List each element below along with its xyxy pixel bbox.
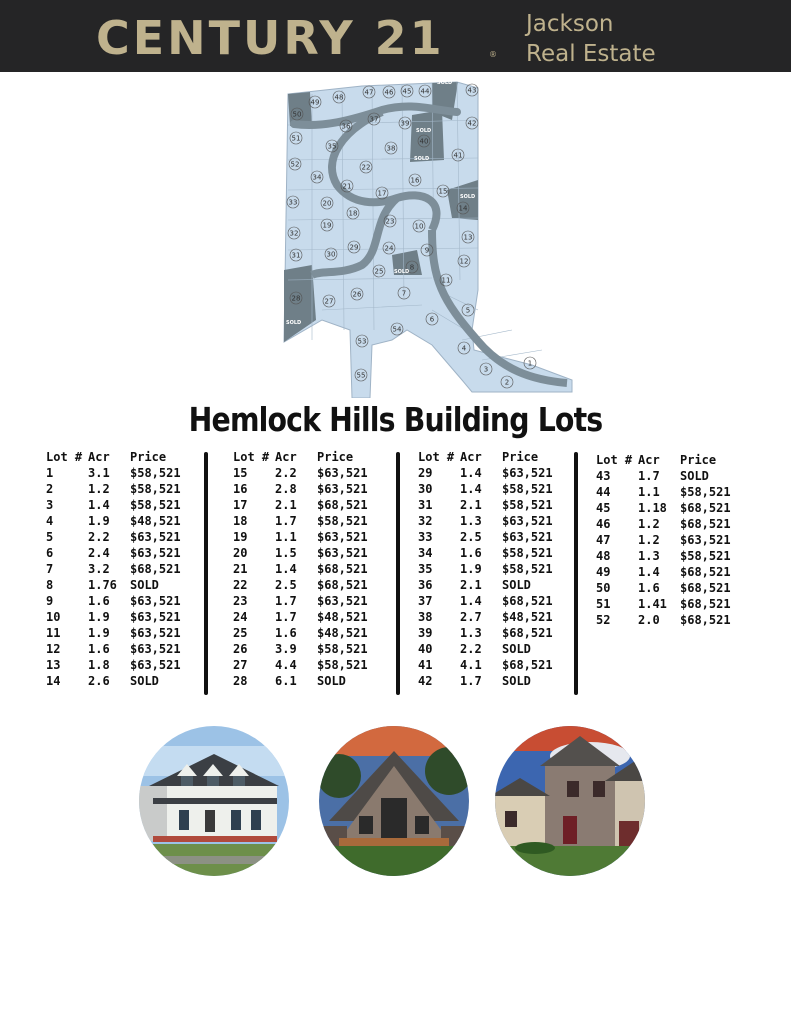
lot-price: $68,521 [680, 517, 731, 531]
lot-acreage: 3.1 [88, 466, 110, 480]
lot-marker-number: 42 [467, 119, 477, 128]
lot-price: SOLD [130, 674, 159, 688]
lot-number: 52 [596, 613, 611, 627]
lot-price: $48,521 [317, 610, 368, 624]
lot-price: $63,521 [317, 530, 368, 544]
lot-price: $63,521 [130, 610, 181, 624]
lot-price: $58,521 [502, 498, 553, 512]
lot-price: SOLD [317, 674, 346, 688]
header-price: Price [317, 450, 354, 464]
column-divider [574, 452, 578, 695]
lot-marker-number: 41 [453, 151, 463, 160]
lot-number: 38 [418, 610, 433, 624]
lot-number: 3 [46, 498, 54, 512]
lot-acreage: 2.1 [460, 578, 482, 592]
lot-number: 44 [596, 485, 611, 499]
lot-number: 23 [233, 594, 248, 608]
lot-marker-number: 1 [527, 359, 533, 368]
lot-number: 47 [596, 533, 611, 547]
lot-acreage: 2.8 [275, 482, 297, 496]
lot-acreage: 1.7 [275, 594, 297, 608]
office-name-line1: Jackson [526, 11, 614, 37]
lot-marker-number: 51 [291, 134, 301, 143]
lot-acreage: 1.1 [638, 485, 660, 499]
lot-marker-number: 4 [461, 344, 467, 353]
lot-acreage: 1.7 [275, 514, 297, 528]
lot-marker-number: 17 [377, 189, 387, 198]
lot-number: 13 [46, 658, 61, 672]
sold-label: SOLD [460, 194, 476, 200]
lot-number: 42 [418, 674, 433, 688]
lot-price: $58,521 [130, 498, 181, 512]
lot-marker-number: 37 [369, 115, 379, 124]
lot-acreage: 1.3 [638, 549, 660, 563]
header-price: Price [130, 450, 167, 464]
lot-acreage: 1.4 [638, 565, 660, 579]
lot-acreage: 1.7 [460, 674, 482, 688]
lot-price: $63,521 [317, 482, 368, 496]
lot-price: $63,521 [130, 530, 181, 544]
lot-price: $68,521 [680, 613, 731, 627]
sold-parcel-28 [284, 265, 316, 342]
house-photo-stone-chalet [319, 726, 469, 876]
lot-number: 22 [233, 578, 248, 592]
lot-marker-number: 27 [324, 297, 334, 306]
house-photo-colonial [495, 726, 645, 876]
lot-acreage: 1.8 [88, 658, 110, 672]
subdivision-plat-map [282, 80, 574, 398]
lot-number: 34 [418, 546, 433, 560]
lot-acreage: 1.6 [275, 626, 297, 640]
lot-price: $68,521 [680, 501, 731, 515]
lot-price: $63,521 [130, 626, 181, 640]
lot-number: 2 [46, 482, 54, 496]
lot-acreage: 1.6 [88, 594, 110, 608]
office-name-line2: Real Estate [526, 41, 656, 67]
sold-label: SOLD [416, 128, 432, 134]
lot-price: SOLD [502, 642, 531, 656]
house-photo-cape-cod [139, 726, 289, 876]
lot-price: $63,521 [502, 514, 553, 528]
column-divider [204, 452, 208, 695]
lot-acreage: 2.1 [275, 498, 297, 512]
lot-acreage: 2.2 [460, 642, 482, 656]
lot-marker-number: 29 [349, 243, 359, 252]
lot-acreage: 1.76 [88, 578, 117, 592]
lot-number: 37 [418, 594, 433, 608]
lot-price: $63,521 [317, 466, 368, 480]
header-lot-number: Lot # [233, 450, 270, 464]
lot-price: $58,521 [317, 514, 368, 528]
lot-marker-number: 50 [292, 110, 302, 119]
header-lot-number: Lot # [596, 453, 633, 467]
lot-acreage: 1.3 [460, 514, 482, 528]
lot-number: 6 [46, 546, 54, 560]
lot-marker-number: 21 [342, 182, 352, 191]
lot-marker-number: 55 [356, 371, 366, 380]
lot-acreage: 1.4 [275, 562, 297, 576]
lot-marker-number: 18 [348, 209, 358, 218]
lot-price: $63,521 [130, 594, 181, 608]
lot-price: $63,521 [130, 642, 181, 656]
lot-price: $48,521 [502, 610, 553, 624]
lot-price: $48,521 [130, 514, 181, 528]
lot-marker-number: 34 [312, 173, 322, 182]
lot-marker-number: 9 [424, 246, 430, 255]
lot-price: $68,521 [680, 581, 731, 595]
lot-acreage: 6.1 [275, 674, 297, 688]
site-header [0, 0, 791, 72]
lot-marker-number: 7 [401, 289, 407, 298]
lot-number: 27 [233, 658, 248, 672]
lot-acreage: 1.9 [460, 562, 482, 576]
header-price: Price [680, 453, 717, 467]
lot-acreage: 1.2 [88, 482, 110, 496]
lot-number: 36 [418, 578, 433, 592]
lot-marker-number: 26 [352, 290, 362, 299]
lot-marker-number: 31 [291, 251, 301, 260]
lot-price: $58,521 [317, 642, 368, 656]
header-price: Price [502, 450, 539, 464]
lot-price: $63,521 [502, 466, 553, 480]
lot-number: 4 [46, 514, 54, 528]
lot-number: 25 [233, 626, 248, 640]
lot-acreage: 1.6 [460, 546, 482, 560]
lot-marker-number: 33 [288, 198, 298, 207]
lot-marker-number: 35 [327, 142, 337, 151]
lot-acreage: 2.6 [88, 674, 110, 688]
lot-marker-number: 14 [458, 204, 468, 213]
lot-acreage: 1.5 [275, 546, 297, 560]
lot-price: SOLD [502, 578, 531, 592]
lot-number: 39 [418, 626, 433, 640]
lot-price: SOLD [680, 469, 709, 483]
lot-acreage: 1.6 [88, 642, 110, 656]
lot-price: SOLD [502, 674, 531, 688]
lot-number: 41 [418, 658, 433, 672]
lot-acreage: 1.3 [460, 626, 482, 640]
lot-marker-number: 32 [289, 229, 299, 238]
lot-price: $63,521 [680, 533, 731, 547]
lot-number: 28 [233, 674, 248, 688]
lot-number: 7 [46, 562, 54, 576]
lot-price: $68,521 [680, 597, 731, 611]
sold-label: SOLD [437, 80, 453, 86]
lot-price: $58,521 [317, 658, 368, 672]
lot-acreage: 1.9 [88, 626, 110, 640]
lot-acreage: 1.4 [88, 498, 110, 512]
lot-marker-number: 54 [392, 325, 402, 334]
page-title: Hemlock Hills Building Lots [188, 400, 603, 439]
lot-acreage: 1.1 [275, 530, 297, 544]
lot-price: $68,521 [130, 562, 181, 576]
lot-marker-number: 23 [385, 217, 395, 226]
header-acreage: Acr [638, 453, 660, 467]
lot-acreage: 1.4 [460, 594, 482, 608]
lot-acreage: 1.7 [638, 469, 660, 483]
lot-acreage: 1.4 [460, 482, 482, 496]
lot-price: $48,521 [317, 626, 368, 640]
sold-label: SOLD [286, 320, 302, 326]
lot-marker-number: 44 [420, 87, 430, 96]
lot-marker-number: 15 [438, 187, 448, 196]
lot-marker-number: 3 [483, 365, 489, 374]
lot-marker-number: 49 [310, 98, 320, 107]
lot-marker-number: 10 [414, 222, 424, 231]
lot-acreage: 1.2 [638, 517, 660, 531]
lot-number: 46 [596, 517, 611, 531]
lot-marker-number: 11 [441, 276, 451, 285]
lot-acreage: 2.2 [275, 466, 297, 480]
lot-acreage: 3.9 [275, 642, 297, 656]
lot-number: 35 [418, 562, 433, 576]
lot-marker-number: 48 [334, 93, 344, 102]
lot-marker-number: 16 [410, 176, 420, 185]
lot-marker-number: 52 [290, 160, 300, 169]
lot-number: 48 [596, 549, 611, 563]
header-lot-number: Lot # [418, 450, 455, 464]
lot-number: 14 [46, 674, 61, 688]
lot-price: $63,521 [130, 546, 181, 560]
lot-number: 24 [233, 610, 248, 624]
header-lot-number: Lot # [46, 450, 83, 464]
lot-price: $68,521 [502, 658, 553, 672]
lot-acreage: 4.1 [460, 658, 482, 672]
lot-number: 50 [596, 581, 611, 595]
lot-number: 17 [233, 498, 248, 512]
lot-marker-number: 24 [384, 244, 394, 253]
office-name [526, 9, 656, 69]
lot-marker-number: 28 [291, 294, 301, 303]
column-divider [396, 452, 400, 695]
lot-acreage: 1.41 [638, 597, 667, 611]
lot-number: 51 [596, 597, 611, 611]
lot-marker-number: 20 [322, 199, 332, 208]
lot-number: 15 [233, 466, 248, 480]
lot-number: 40 [418, 642, 433, 656]
lot-price: $58,521 [680, 549, 731, 563]
sold-label: SOLD [394, 269, 410, 275]
lot-marker-number: 30 [326, 250, 336, 259]
lot-price: $68,521 [317, 498, 368, 512]
lot-price: $63,521 [317, 546, 368, 560]
lot-price: $58,521 [502, 546, 553, 560]
lot-number: 29 [418, 466, 433, 480]
lot-price: $63,521 [502, 530, 553, 544]
lot-number: 11 [46, 626, 61, 640]
lot-acreage: 3.2 [88, 562, 110, 576]
lot-acreage: 1.9 [88, 610, 110, 624]
lot-marker-number: 19 [322, 221, 332, 230]
lot-number: 33 [418, 530, 433, 544]
lot-acreage: 1.4 [460, 466, 482, 480]
lot-price: $58,521 [130, 466, 181, 480]
lot-marker-number: 46 [384, 88, 394, 97]
header-acreage: Acr [460, 450, 482, 464]
lot-price: $68,521 [502, 626, 553, 640]
lot-number: 31 [418, 498, 433, 512]
lot-number: 30 [418, 482, 433, 496]
lot-price: $58,521 [502, 482, 553, 496]
lot-acreage: 2.4 [88, 546, 110, 560]
lot-acreage: 1.6 [638, 581, 660, 595]
lot-marker-number: 12 [459, 257, 469, 266]
lot-acreage: 2.7 [460, 610, 482, 624]
lot-marker-number: 2 [504, 378, 510, 387]
lot-number: 8 [46, 578, 54, 592]
lot-acreage: 2.5 [460, 530, 482, 544]
lot-number: 1 [46, 466, 54, 480]
lot-number: 19 [233, 530, 248, 544]
lot-price: $58,521 [130, 482, 181, 496]
lot-number: 5 [46, 530, 54, 544]
registered-mark: ® [489, 50, 497, 59]
lot-marker-number: 47 [364, 88, 374, 97]
lot-number: 21 [233, 562, 248, 576]
lot-price: $63,521 [317, 594, 368, 608]
lot-acreage: 2.2 [88, 530, 110, 544]
lot-marker-number: 36 [341, 122, 351, 131]
lot-price: $68,521 [317, 562, 368, 576]
lot-acreage: 1.9 [88, 514, 110, 528]
sold-label: SOLD [414, 156, 430, 162]
lot-marker-number: 22 [361, 163, 371, 172]
lot-marker-number: 6 [429, 315, 435, 324]
lot-acreage: 2.1 [460, 498, 482, 512]
lot-price: SOLD [130, 578, 159, 592]
lot-number: 32 [418, 514, 433, 528]
lot-number: 9 [46, 594, 54, 608]
lot-marker-number: 13 [463, 233, 473, 242]
lot-number: 16 [233, 482, 248, 496]
lot-number: 49 [596, 565, 611, 579]
lot-number: 10 [46, 610, 61, 624]
lot-number: 20 [233, 546, 248, 560]
lot-marker-number: 45 [402, 87, 412, 96]
lot-marker-number: 38 [386, 144, 396, 153]
lot-price: $68,521 [680, 565, 731, 579]
century21-logo: CENTURY 21 [96, 11, 445, 65]
lot-marker-number: 8 [409, 263, 415, 272]
lot-marker-number: 53 [357, 337, 367, 346]
lot-number: 45 [596, 501, 611, 515]
lot-marker-number: 40 [419, 137, 429, 146]
lot-price: $58,521 [680, 485, 731, 499]
lot-acreage: 2.5 [275, 578, 297, 592]
lot-acreage: 1.18 [638, 501, 667, 515]
lot-acreage: 4.4 [275, 658, 297, 672]
lot-acreage: 1.2 [638, 533, 660, 547]
header-acreage: Acr [88, 450, 110, 464]
lot-marker-number: 39 [400, 119, 410, 128]
lot-price: $58,521 [502, 562, 553, 576]
lot-marker-number: 25 [374, 267, 384, 276]
lot-acreage: 1.7 [275, 610, 297, 624]
lot-number: 18 [233, 514, 248, 528]
lot-marker-number: 5 [465, 306, 471, 315]
lot-marker-number: 43 [467, 86, 477, 95]
lot-price: $63,521 [130, 658, 181, 672]
lot-number: 12 [46, 642, 61, 656]
lot-price: $68,521 [502, 594, 553, 608]
lot-number: 43 [596, 469, 611, 483]
lot-number: 26 [233, 642, 248, 656]
lot-acreage: 2.0 [638, 613, 660, 627]
lot-price: $68,521 [317, 578, 368, 592]
header-acreage: Acr [275, 450, 297, 464]
